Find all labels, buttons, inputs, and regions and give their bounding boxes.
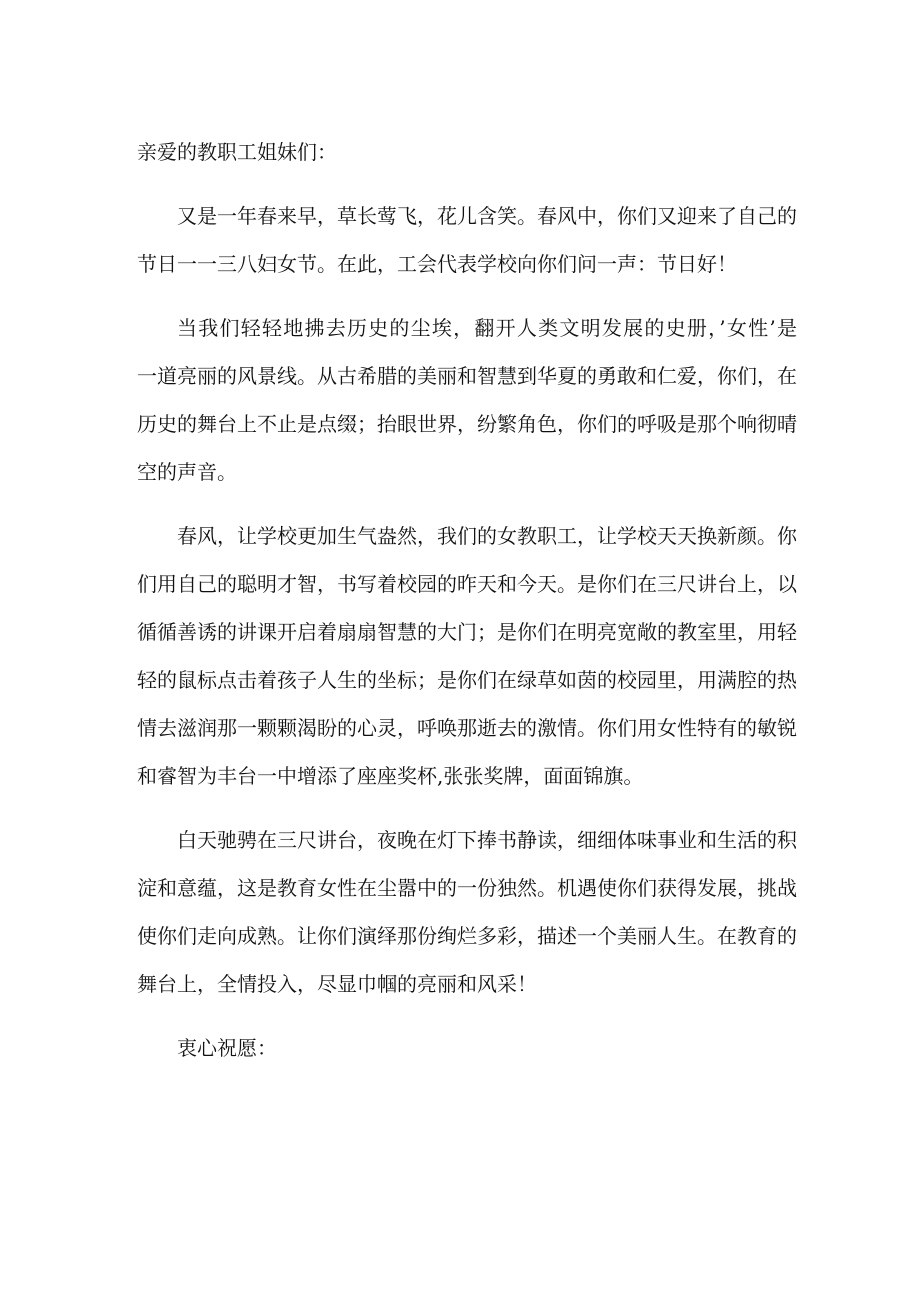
paragraph-line: 轻的鼠标点击着孩子人生的坐标；是你们在绿草如茵的校园里，用满腔的热 — [137, 668, 797, 692]
paragraph-line: 节日一一三八妇女节。在此，工会代表学校向你们问一声：节日好！ — [137, 252, 737, 276]
paragraph-gap — [137, 288, 797, 304]
paragraph-line: 淀和意蕴，这是教育女性在尘嚣中的一份独然。机遇使你们获得发展，挑战 — [137, 876, 797, 900]
paragraph-gap — [137, 800, 797, 816]
paragraph-line: 当我们轻轻地拂去历史的尘埃，翻开人类文明发展的史册，’女性’是 — [177, 316, 797, 340]
paragraph-1 — [137, 192, 797, 288]
paragraph-gap — [137, 1008, 797, 1024]
paragraph-line: 使你们走向成熟。让你们演绎那份绚烂多彩，描述一个美丽人生。在教育的 — [137, 924, 797, 948]
paragraph-4 — [137, 816, 797, 1008]
paragraph-line: 空的声音。 — [137, 460, 237, 484]
letter-body — [137, 128, 797, 1072]
paragraph-gap — [137, 176, 797, 192]
paragraph-line: 循循善诱的讲课开启着扇扇智慧的大门；是你们在明亮宽敞的教室里，用轻 — [137, 620, 797, 644]
paragraph-line: 和睿智为丰台一中增添了座座奖杯,张张奖牌，面面锦旗。 — [137, 764, 644, 788]
paragraph-line: 一道亮丽的风景线。从古希腊的美丽和智慧到华夏的勇敢和仁爱，你们，在 — [137, 364, 797, 388]
paragraph-line: 情去滋润那一颗颗渴盼的心灵，呼唤那逝去的激情。你们用女性特有的敏锐 — [137, 716, 797, 740]
paragraph-2 — [137, 304, 797, 496]
paragraph-line: 舞台上，全情投入，尽显巾帼的亮丽和风采！ — [137, 972, 537, 996]
closing-wish: 衷心祝愿： — [177, 1036, 277, 1060]
paragraph-line: 白天驰骋在三尺讲台，夜晚在灯下捧书静读，细细体味事业和生活的积 — [177, 828, 797, 852]
paragraph-gap — [137, 496, 797, 512]
paragraph-line: 们用自己的聪明才智，书写着校园的昨天和今天。是你们在三尺讲台上，以 — [137, 572, 797, 596]
salutation: 亲爱的教职工姐妹们： — [137, 140, 337, 164]
paragraph-3 — [137, 512, 797, 800]
paragraph-line: 历史的舞台上不止是点缀；抬眼世界，纷繁角色，你们的呼吸是那个响彻晴 — [137, 412, 797, 436]
paragraph-line: 又是一年春来早，草长莺飞，花儿含笑。春风中，你们又迎来了自己的 — [177, 204, 797, 228]
paragraph-line: 春风，让学校更加生气盎然，我们的女教职工，让学校天天换新颜。你 — [177, 524, 797, 548]
